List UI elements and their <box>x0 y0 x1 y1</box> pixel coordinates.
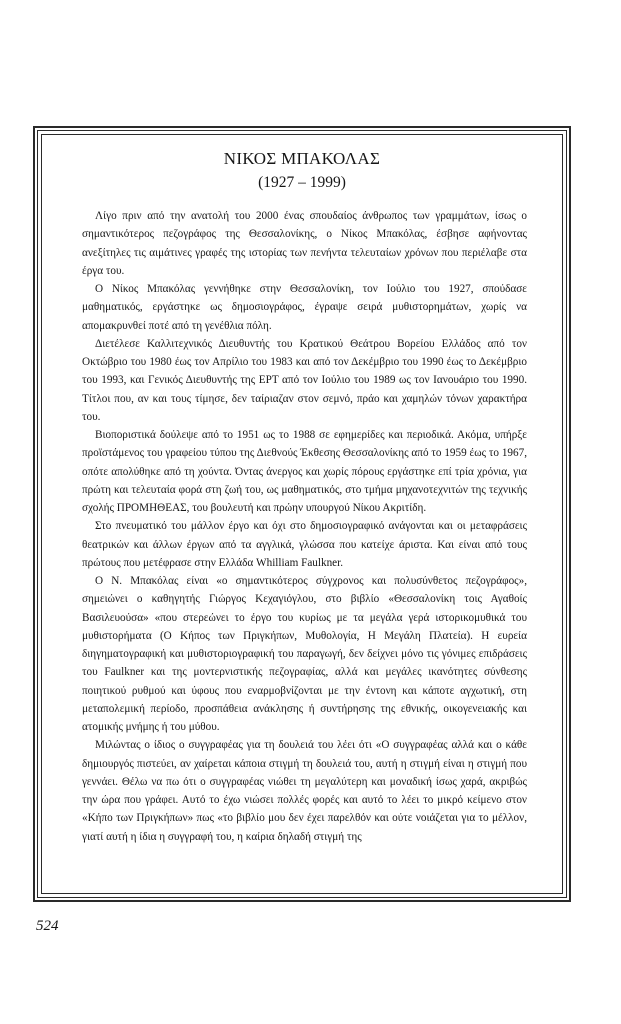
paragraph: Μιλώντας ο ίδιος ο συγγραφέας για τη δουλειά του λέει ότι «Ο συγγραφέας αλλά και ο κάθε δημιουργός πιστεύει, αν χαίρεται κάποια στιγμή τη δουλειά του, αυτή η στιγμή είναι η στιγμή που γεννάει. Θέλω να πω ότι ο συγγραφέας νιώθει τη μεγαλύτερη και μοναδική ίσως χαρά, ακριβώς την ώρα που γράφει. Αυτό το έχω νιώσει πολλές φορές και αυτό το λέει το μικρό κείμενο στον «Κήπο των Πριγκήπων» πως «το βιβλίο μου δεν έχει παρελθόν και ούτε νοιάζεται για το μέλλον, γιατί αυτή η ίδια η συγγραφή του, η καίρια δηλαδή στιγμή της <box>82 739 527 843</box>
paragraph: Διετέλεσε Καλλιτεχνικός Διευθυντής του Κρατικού Θεάτρου Βορείου Ελλάδος από τον Οκτώβριο του 1980 έως τον Απρίλιο του 1983 και από τον Δεκέμβριο του 1990 έως το Δεκέμβριο του 1993, και Γενικός Διευθυντής της ΕΡΤ από τον Ιούλιο του 1989 ως τον Ιανουάριο του 1990. Τίτλοι που, αν και τους τίμησε, δεν ταίριαζαν στον σεμνό, πράο και χαμηλών τόνων χαρακτήρα του. <box>82 337 527 423</box>
author-lifespan: (1927 – 1999) <box>258 174 346 191</box>
paragraph: Ο Νίκος Μπακόλας γεννήθηκε στην Θεσσαλονίκη, τον Ιούλιο του 1927, σπούδασε μαθηματικός, εργάστηκε ως δημοσιογράφος, έγραψε σειρά μυθιστορημάτων, χωρίς να απομακρυνθεί ποτέ από τη γενέθλια πόλη. <box>82 283 527 332</box>
article-heading <box>35 148 569 194</box>
page-number: 524 <box>36 918 59 934</box>
page-border-frame <box>33 126 571 902</box>
paragraph: Λίγο πριν από την ανατολή του 2000 ένας σπουδαίος άνθρωπος των γραμμάτων, ίσως ο σημαντικότερος πεζογράφος της Θεσσαλονίκης, ο Νίκος Μπακόλας, έσβησε αφήνοντας ανεξίτηλες τις αιμάτινες γραφές της ιστορίας των πενήντα τελευταίων χρόνων που περιέλαβε στα έργα του. <box>82 210 527 277</box>
paragraph: Στο πνευματικό του μάλλον έργο και όχι στο δημοσιογραφικό ανάγονται και οι μεταφράσεις θεατρικών και άλλων έργων από τα αγγλικά, γλώσσα που κατείχε άριστα. Και είναι από τους πρώτους που μετέφρασε στην Ελλάδα Whilliam Faulkner. <box>82 520 527 569</box>
paragraph: Βιοποριστικά δούλεψε από το 1951 ως το 1988 σε εφημερίδες και περιοδικά. Ακόμα, υπήρξε προϊστάμενος του γραφείου τύπου της Διεθνούς Έκθεσης Θεσσαλονίκης από το 1959 έως το 1967, οπότε απολύθηκε από τη χούντα. Όντας άνεργος και χωρίς πόρους εργάστηκε επί τρία χρόνια, για πρώτη και τελευταία φορά στη ζωή του, ως μαθηματικός, στο τμήμα μηχανοτεχνιτών της τεχνικής σχολής ΠΡΟΜΗΘΕΑΣ, του βουλευτή και πρώην υπουργού Νίκου Ακριτίδη. <box>82 429 527 514</box>
paragraph: Ο Ν. Μπακόλας είναι «ο σημαντικότερος σύγχρονος και πολυσύνθετος πεζογράφος», σημειώνει ο καθηγητής Γιώργος Κεχαγιόγλου, στο βιβλίο «Θεσσαλονίκη τοις Αγαθοίς Βασιλευούσα» «που στερεώνει το έργο του κυρίως με τα μεγάλα γερά ιστορικομυθικά του μυθιστορήματα (Ο Κήπος των Πριγκήπων, Μυθολογία, Η Μεγάλη Πλατεία). Η ευρεία διηγηματογραφική και μυθιστοριογραφική του παραγωγή, δεν δείχνει μόνο τις γόνιμες επιδράσεις του Faulkner και της μοντερνιστικής πεζογραφίας, αλλά και μεγάλες ικανότητες σύνθεσης ποιητικού ρυθμού και ύφους που εναρμοβνίζονται με την έντονη και κάποτε αγχωτική, στη μεταπολεμική περίοδο, προσπάθεια ανάκλησης ή συντήρησης της εθνικής, οικογενειακής και ατομικής μνήμης ή του μύθου. <box>82 575 527 733</box>
article-body <box>82 207 527 846</box>
author-name: ΝΙΚΟΣ ΜΠΑΚΟΛΑΣ <box>223 149 381 168</box>
